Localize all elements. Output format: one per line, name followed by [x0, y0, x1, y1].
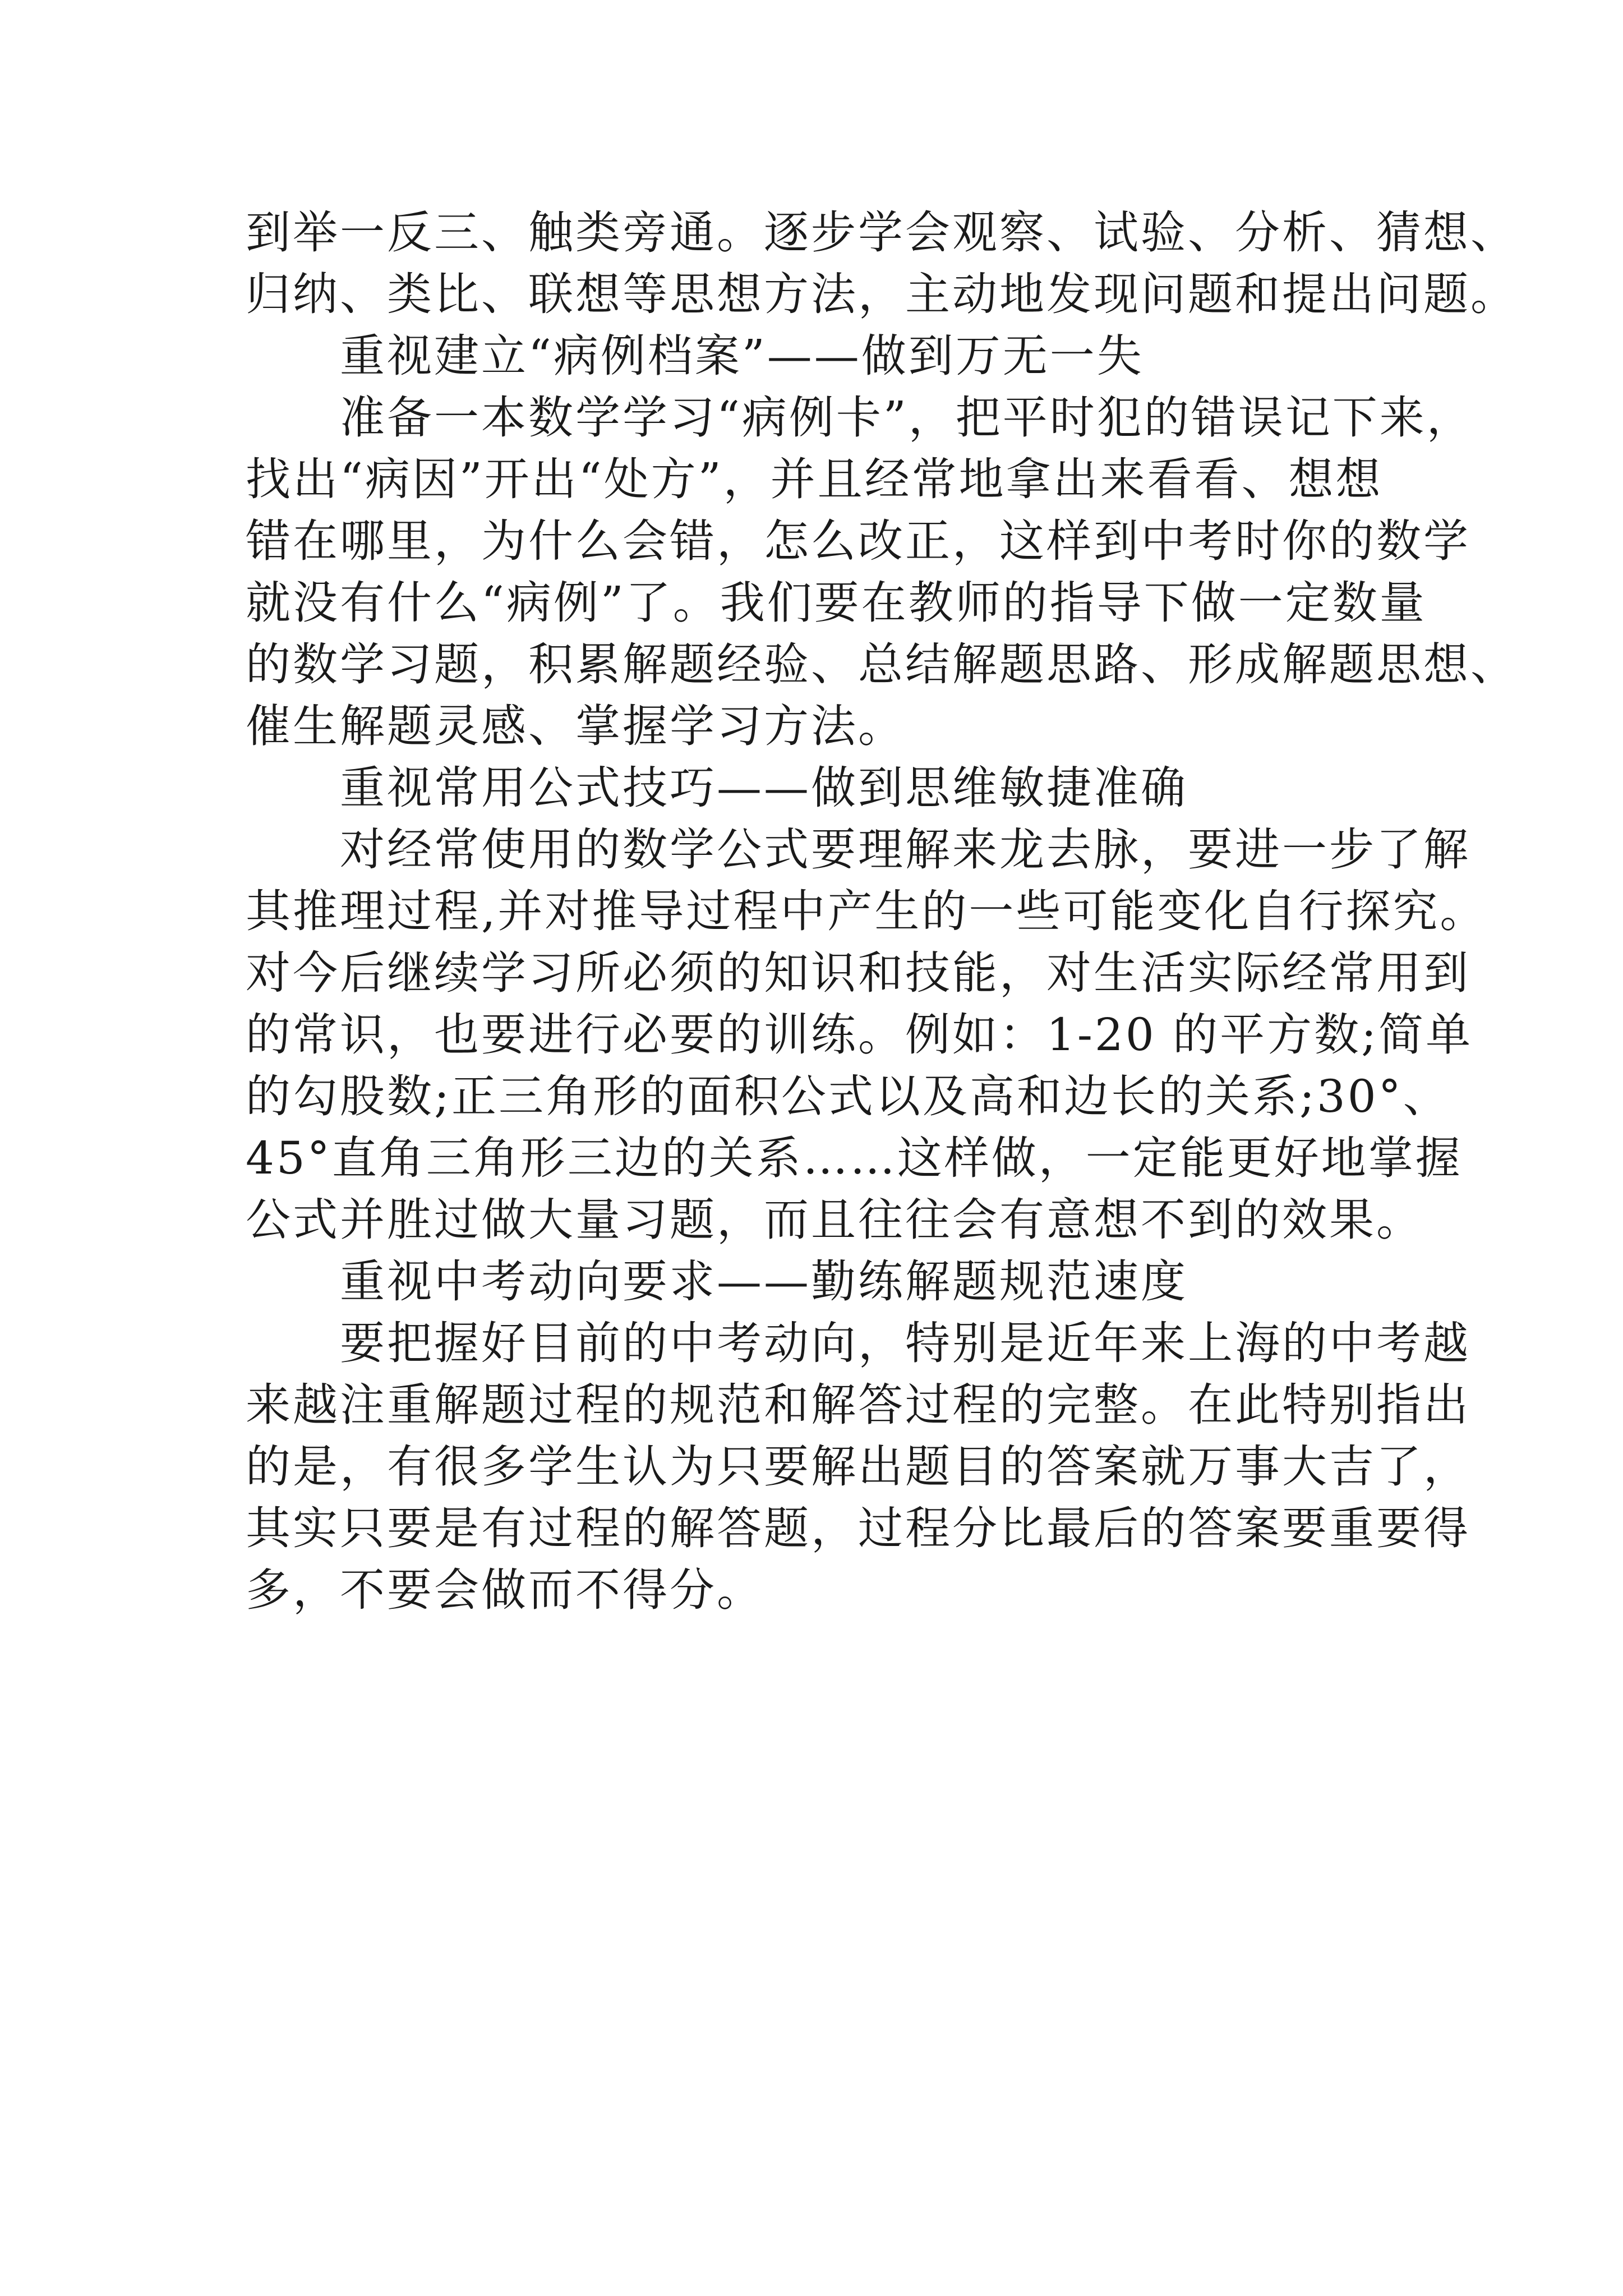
text-line: 到举一反三、触类旁通。逐步学会观察、试验、分析、猜想、: [246, 206, 1518, 259]
text-line: 错在哪里，为什么会错，怎么改正，这样到中考时你的数学: [246, 515, 1470, 567]
text-line: 催生解题灵感、掌握学习方法。: [246, 700, 905, 752]
text-line: 多，不要会做而不得分。: [246, 1564, 764, 1616]
text-line: 其实只要是有过程的解答题，过程分比最后的答案要重要得: [246, 1502, 1470, 1554]
text-line: 准备一本数学学习“病例卡”，把平时犯的错误记下来，: [340, 392, 1474, 444]
section-heading: 重视常用公式技巧——做到思维敏捷准确: [340, 762, 1188, 814]
text-line: 要把握好目前的中考动向，特别是近年来上海的中考越: [340, 1317, 1470, 1369]
text-line: 找出“病因”开出“处方”，并且经常地拿出来看看、想想: [246, 453, 1383, 505]
text-line: 公式并胜过做大量习题，而且往往会有意想不到的效果。: [246, 1194, 1423, 1246]
body-text: [246, 202, 1518, 1621]
text-line: 就没有什么“病例”了。我们要在教师的指导下做一定数量: [246, 577, 1427, 629]
section-heading: 重视建立“病例档案”——做到万无一失: [340, 330, 1144, 382]
text-line: 45°直角三角形三边的关系……这样做，一定能更好地掌握: [246, 1132, 1463, 1184]
text-line: 的勾股数;正三角形的面积公式以及高和边长的关系;30°、: [246, 1070, 1450, 1122]
text-line: 对经常使用的数学公式要理解来龙去脉，要进一步了解: [340, 823, 1470, 876]
text-line: 的数学习题，积累解题经验、总结解题思路、形成解题思想、: [246, 638, 1518, 691]
section-heading: 重视中考动向要求——勤练解题规范速度: [340, 1255, 1188, 1308]
text-line: 其推理过程,并对推导过程中产生的一些可能变化自行探究。: [246, 885, 1487, 937]
text-line: 的是，有很多学生认为只要解出题目的答案就万事大吉了，: [246, 1441, 1470, 1493]
text-line: 的常识，也要进行必要的训练。例如：1-20 的平方数;简单: [246, 1009, 1473, 1061]
text-line: 来越注重解题过程的规范和解答过程的完整。在此特别指出: [246, 1379, 1470, 1431]
text-line: 归纳、类比、联想等思想方法，主动地发现问题和提出问题。: [246, 268, 1518, 320]
text-line: 对今后继续学习所必须的知识和技能，对生活实际经常用到: [246, 947, 1470, 999]
